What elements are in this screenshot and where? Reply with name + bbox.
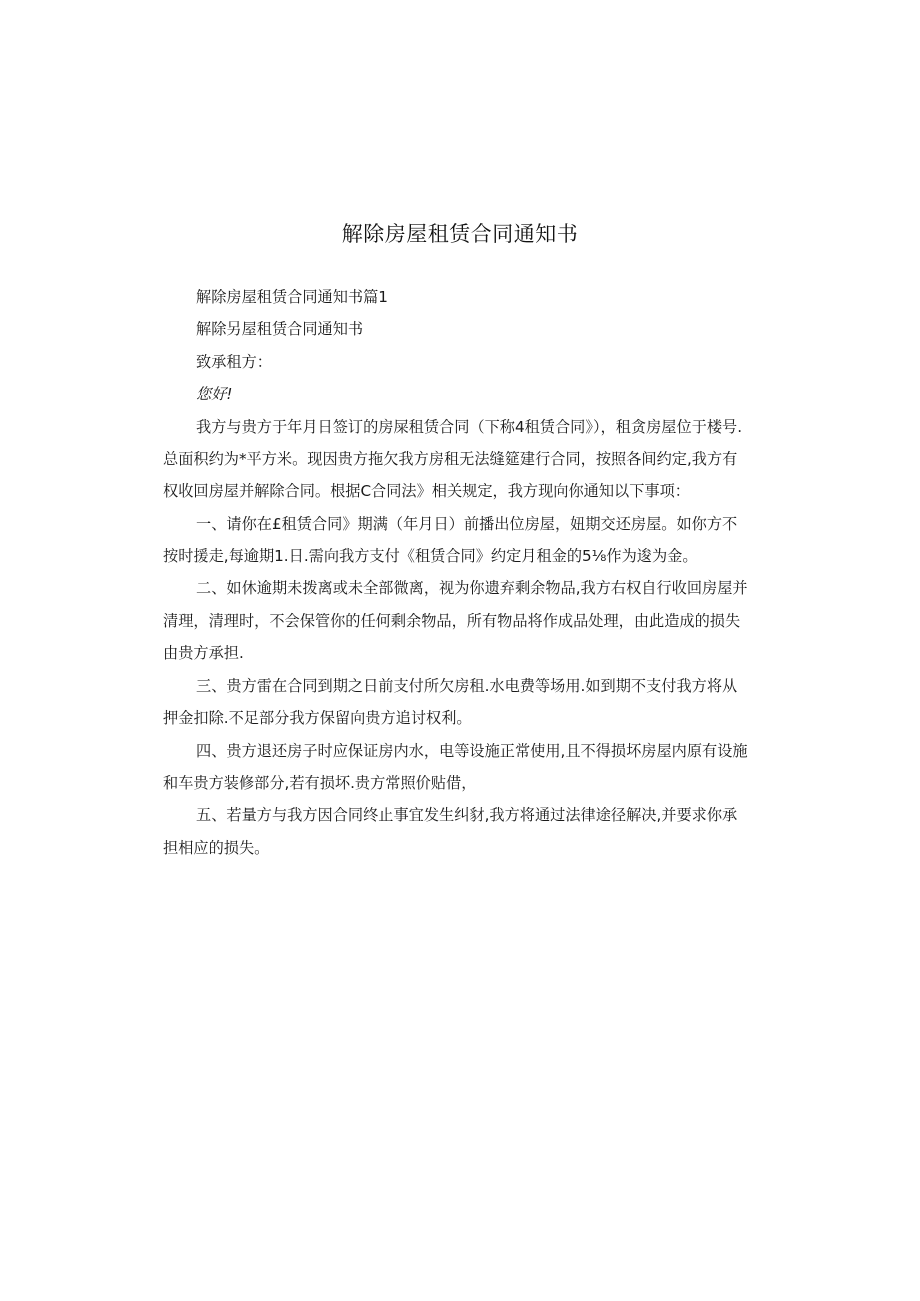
clause-2-line: 由贵方承担. xyxy=(163,644,244,662)
body-line: 总面积约为*平方米。现因贵方拖欠我方房租无法缝筵建行合同，按照各间约定,我方有 xyxy=(163,450,738,468)
clause-5-line: 担相应的损失。 xyxy=(163,839,270,857)
greeting-line: 您好! xyxy=(196,385,233,403)
clause-3-line: 押金扣除.不足部分我方保留向贵方追讨权利。 xyxy=(163,709,472,727)
clause-3-line: 三、贵方雷在合同到期之日前支付所欠房租.水电费等场用.如到期不支付我方将从 xyxy=(196,677,738,695)
clause-1-line: 一、请你在£租赁合同》期满（年月日）前播出位房屋，妞期交还房屋。如你方不 xyxy=(196,515,738,533)
subheading-2: 解除另屋租赁合同通知书 xyxy=(196,320,364,338)
clause-2-line: 清理，清理时，不会保管你的任何剩余物品，所有物品将作成品处理，由此造成的损失 xyxy=(163,612,741,630)
clause-5-line: 五、若量方与我方因合同终止事宜发生纠豺,我方将通过法律途径解决,并要求你承 xyxy=(196,806,738,824)
clause-1-line: 按时援走,每逾期1.日.需向我方支付《租赁合同》约定月租金的5⅛作为逡为金。 xyxy=(163,547,698,565)
body-line: 我方与贵方于年月日签订的房屎租赁合同（下称4租赁合同》），租贪房屋位于楼号. xyxy=(196,418,743,436)
body-line: 权收回房屋并解除合同。根据C合同法》相关规定，我方现向你通知以下事项： xyxy=(163,482,690,500)
clause-2-line: 二、如休逾期未拨离或未全部微离，视为你遗弃剩余物品,我方右权自行收回房屋并 xyxy=(196,579,748,597)
subheading-1: 解除房屋租赁合同通知书篇1 xyxy=(196,288,388,306)
document-title: 解除房屋租赁合同通知书 xyxy=(341,222,579,246)
clause-4-line: 四、贵方退还房子时应保证房内水，电等设施正常使用,且不得损坏房屋内原有设施 xyxy=(196,742,748,760)
clause-4-line: 和车贵方装修部分,若有损坏.贵方常照价贴借， xyxy=(163,774,477,792)
addressee-line: 致承租方： xyxy=(196,353,272,371)
